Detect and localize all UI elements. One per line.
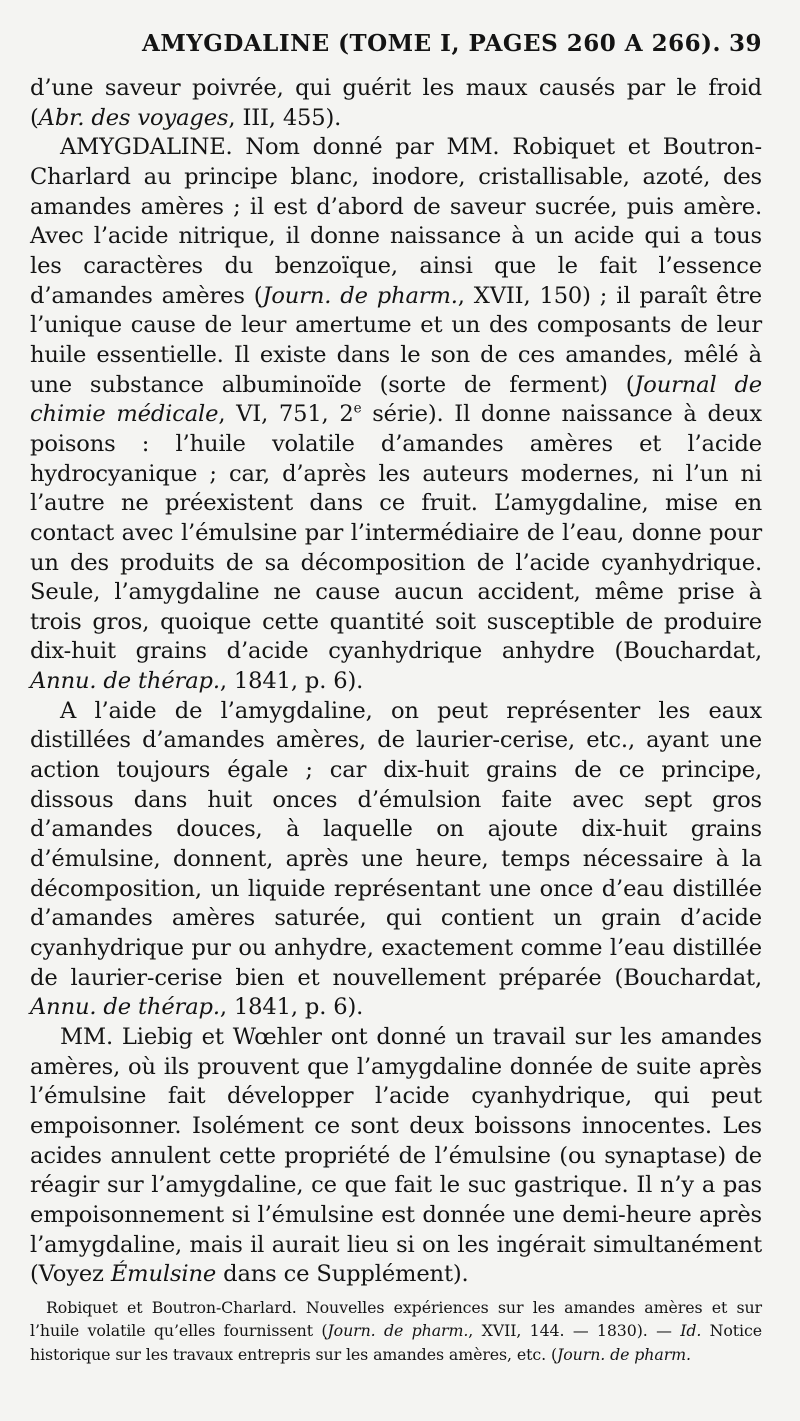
citation-italic: Abr. des voyages: [38, 104, 229, 131]
superscript: e: [353, 400, 362, 417]
running-head: [142, 30, 762, 74]
text-run: série). Il donne naissance à deux poisons : l’huile volatile d’amandes amères et l’acide hydrocyanique ; car, d’après les auteurs modernes, ni l’un ni l’autre ne préexistent dans ce fruit. L’amygdaline, mise en contact avec l’émulsine par l’intermédiaire de l’eau, donne pour un des produits de sa décomposition de l’acide cyanhydrique. Seule, l’amygdaline ne cause aucun accident, même prise à trois gros, quoique cette quantité soit susceptible de produire dix-huit grains d’acide cyanhydrique anhydre (Bouchardat,: [30, 401, 762, 665]
citation-italic: Journ. de pharm.: [327, 1321, 469, 1341]
text-run: , XVII, 144. — 1830). —: [468, 1321, 681, 1341]
text-run: Robiquet et Boutron-Charlard. Nouvelles expériences sur les amandes amères et sur l’huile volatile qu’elles fournissent (: [30, 1297, 762, 1341]
paragraph-amygdaline-definition: [30, 133, 762, 696]
text-run: , 1841, p. 6).: [219, 668, 364, 695]
bibliography-note: [30, 1296, 762, 1367]
citation-italic: Émulsine: [110, 1261, 217, 1288]
citation-italic: Id.: [680, 1321, 702, 1341]
article-body: [30, 74, 762, 1290]
text-run: , III, 455).: [228, 104, 342, 131]
citation-italic: Journ. de pharm.: [262, 282, 458, 309]
text-run: , 1841, p. 6).: [219, 994, 364, 1021]
paragraph-liebig-woehler: [30, 1023, 762, 1290]
text-run: AMYGDALINE. Nom donné par MM. Robiquet et Boutron-Charlard au principe blanc, inodore, cristallisable, azoté, des amandes amères ; il est d’abord de saveur sucrée, puis amère. Avec l’acide nitrique, il donne naissance à un acide qui a tous les caractères du benzoïque, ainsi que le fait l’essence d’amandes amères (: [30, 134, 762, 309]
text-run: Notice historique sur les travaux entrepris sur les amandes amères, etc. (: [30, 1321, 762, 1364]
text-run: A l’aide de l’amygdaline, on peut représenter les eaux distillées d’amandes amères, de laurier-cerise, etc., ayant une action toujours égale ; car dix-huit grains de ce principe, dissous dans huit onces d’émulsion faite avec sept gros d’amandes douces, à laquelle on ajoute dix-huit grains d’émulsine, donnent, après une heure, temps nécessaire à la décomposition, un liquide représentant une once d’eau distillée d’amandes amères saturée, qui contient un grain d’acide cyanhydrique pur ou anhydre, exactement comme l’eau distillée de laurier-cerise bien et nouvellement préparée (Bouchardat,: [30, 697, 762, 991]
citation-italic: Annu. de thérap.: [30, 994, 220, 1021]
text-run: MM. Liebig et Wœhler ont donné un travail sur les amandes amères, où ils prouvent que l’amygdaline donnée de suite après l’émulsine fait développer l’acide cyanhydrique, qui peut empoisonner. Isolément ce sont deux boissons innocentes. Les acides annulent cette propriété de l’émulsine (ou synaptase) de réagir sur l’amygdaline, ce que fait le suc gastrique. Il n’y a pas empoisonnement si l’émulsine est donnée une demi-heure après l’amygdaline, mais il aurait lieu si on les ingérait simultanément (Voyez: [30, 1024, 762, 1288]
citation-italic: Annu. de thérap.: [30, 668, 220, 695]
citation-italic: Journal de chimie médicale: [30, 371, 762, 428]
paragraph-1: [30, 74, 762, 133]
text-run: , XVII, 150) ; il paraît être l’unique cause de leur amertume et un des composants de leur huile essentielle. Il existe dans le son de ces amandes, mêlé à une substance albuminoïde (sorte de ferment) (: [30, 282, 763, 398]
paragraph-distilled-waters: [30, 697, 762, 1023]
text-run: d’une saveur poivrée, qui guérit les maux causés par le froid (: [30, 75, 762, 131]
note-paragraph: [30, 1296, 762, 1367]
text-run: dans ce Supplément).: [216, 1261, 469, 1288]
text-run: , VI, 751, 2: [218, 401, 354, 428]
citation-italic: Journ. de pharm.: [557, 1344, 691, 1364]
page-number: 39: [728, 30, 762, 57]
running-head-title: AMYGDALINE (TOME I, PAGES 260 A 266).: [142, 30, 721, 57]
